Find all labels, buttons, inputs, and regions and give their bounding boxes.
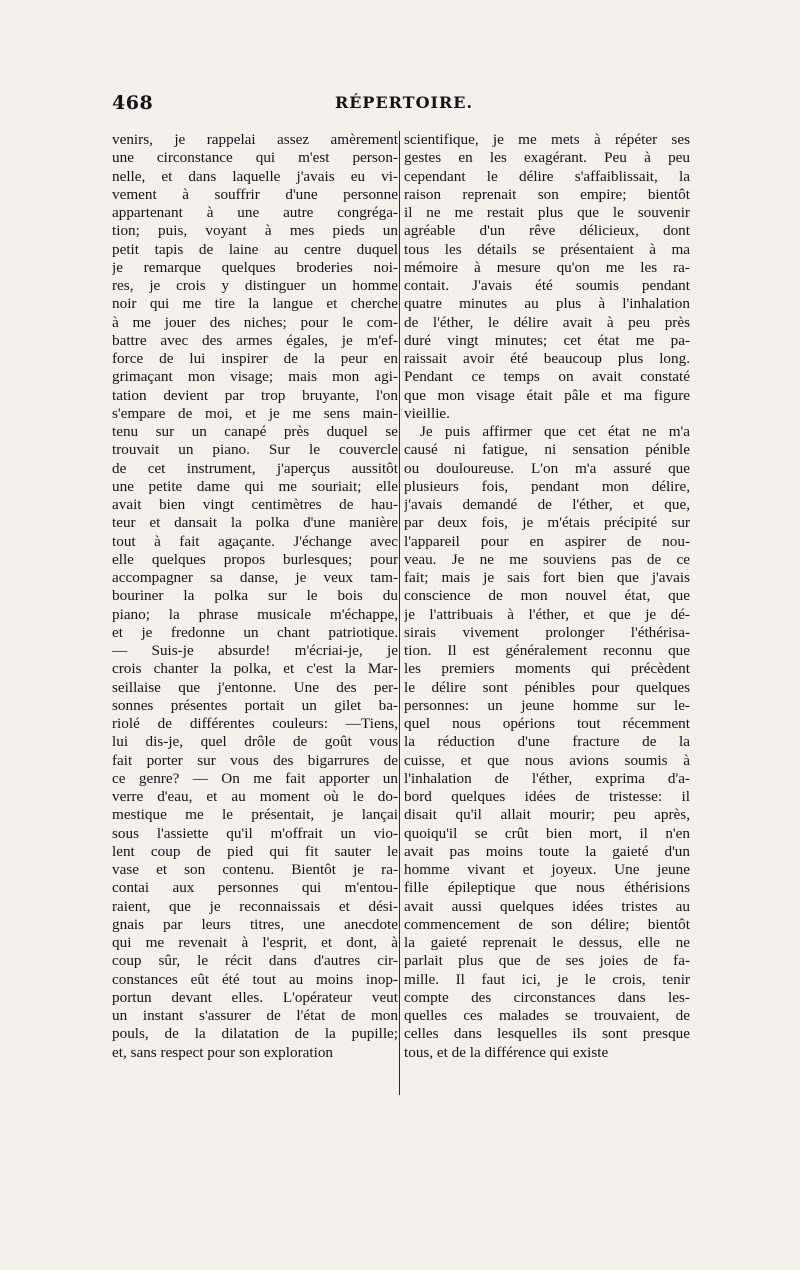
text-line: plusieurs fois, pendant mon délire, bbox=[404, 477, 690, 495]
text-line: raient, que je reconnaissais et dési- bbox=[112, 897, 398, 915]
column-divider bbox=[399, 131, 400, 1095]
text-line: tenu sur un canapé près duquel se bbox=[112, 423, 398, 440]
text-line: quel nous opérions tout récemment bbox=[404, 715, 690, 732]
text-line: par deux fois, je m'étais précipité sur bbox=[404, 514, 690, 532]
text-line: vieillie. bbox=[404, 404, 450, 422]
text-line: quatre minutes au plus à l'inhalation bbox=[404, 295, 690, 313]
text-line: disait qu'il allait mourir; peu après, bbox=[404, 806, 690, 824]
text-line: de l'éther, le délire avait à peu près bbox=[404, 313, 690, 331]
text-line: et, sans respect pour son exploration bbox=[112, 1043, 334, 1061]
text-line: ce genre? — On me fait apporter un bbox=[112, 769, 398, 787]
text-line: fait porter sur vous des bigarrures de bbox=[112, 751, 398, 769]
text-line: conscience de mon nouvel état, que bbox=[404, 587, 690, 605]
text-line: je l'attribuais à l'éther, et que je dé- bbox=[404, 605, 690, 623]
text-line: contait. J'avais été soumis pendant bbox=[404, 277, 690, 294]
text-line: noir qui me tire la langue et cherche bbox=[112, 295, 398, 313]
text-line: crois chanter la polka, et c'est la Mar- bbox=[112, 660, 398, 678]
text-line: de cet instrument, j'aperçus aussitôt bbox=[112, 459, 398, 477]
text-line: qui me revenait à l'esprit, et dont, à bbox=[112, 934, 398, 951]
text-line: avait pas moins toute la gaieté d'un bbox=[404, 842, 690, 860]
text-line: venirs, je rappelai assez amèrement bbox=[112, 131, 398, 148]
text-line: coup sûr, le récit dans d'autres cir- bbox=[112, 952, 398, 970]
text-line: bord quelques idées de tristesse: il bbox=[404, 788, 690, 805]
text-line: causé ni fatigue, ni sensation pénible bbox=[404, 441, 690, 459]
text-line: cependant le délire s'affaiblissait, la bbox=[404, 167, 690, 185]
text-line: sirais vivement prolonger l'éthérisa- bbox=[404, 623, 690, 641]
text-line: Je puis affirmer que cet état ne m'a bbox=[420, 423, 690, 440]
text-line: raison reprenait son empire; bientôt bbox=[404, 185, 690, 203]
text-line: fait; mais je sais fort bien que j'avais bbox=[404, 569, 690, 586]
text-line: une petite dame qui me souriait; elle bbox=[112, 477, 398, 495]
text-line: constances eût été tout au moins inop- bbox=[112, 970, 398, 988]
text-line: portun devant elles. L'opérateur veut bbox=[112, 988, 398, 1006]
text-line: agréable d'un rêve délicieux, dont bbox=[404, 222, 690, 240]
text-line: — Suis-je absurde! m'écriai-je, je bbox=[112, 642, 398, 659]
text-line: cuisse, et que nous avions soumis à bbox=[404, 751, 690, 769]
text-line: lui dis-je, quel drôle de goût vous bbox=[112, 733, 398, 751]
text-line: que mon visage était pâle et ma figure bbox=[404, 386, 690, 404]
running-title: RÉPERTOIRE. bbox=[334, 93, 474, 112]
text-line: nelle, et dans laquelle j'avais eu vi- bbox=[112, 167, 398, 185]
text-line: pouls, de la dilatation de la pupille; bbox=[112, 1025, 398, 1043]
text-line: trouvait un piano. Sur le couvercle bbox=[112, 441, 398, 459]
text-line: tous les détails se présentaient à ma bbox=[404, 240, 690, 258]
text-line: une circonstance qui m'est person- bbox=[112, 149, 398, 167]
text-line: à me jouer des niches; pour le com- bbox=[112, 313, 398, 331]
text-line: compte des circonstances dans les- bbox=[404, 988, 690, 1006]
text-line: force de lui inspirer de la peur en bbox=[112, 350, 398, 367]
text-line: vement à souffrir d'une personne bbox=[112, 185, 398, 203]
text-line: lent coup de pied qui fit sauter le bbox=[112, 842, 398, 860]
text-line: tation devient par trop bruyante, l'on bbox=[112, 386, 398, 404]
right-text-column bbox=[404, 131, 690, 1062]
text-line: battre avec des armes égales, je m'ef- bbox=[112, 331, 398, 349]
text-line: vase et son contenu. Bientôt je ra- bbox=[112, 861, 398, 878]
text-line: quoiqu'il se crût bien mort, il n'en bbox=[404, 824, 690, 842]
text-line: bouriner la polka sur le bois du bbox=[112, 587, 398, 605]
text-line: il ne me restait plus que le souvenir bbox=[404, 204, 690, 221]
text-line: personnes: un jeune homme sur le- bbox=[404, 696, 690, 714]
text-line: la réduction d'une fracture de la bbox=[404, 733, 690, 751]
text-line: gnais par leurs titres, une anecdote bbox=[112, 915, 398, 933]
text-line: accompagner sa danse, je veux tam- bbox=[112, 569, 398, 586]
text-line: verre d'eau, et au moment où le do- bbox=[112, 788, 398, 805]
text-line: duré vingt minutes; cet état me pa- bbox=[404, 331, 690, 349]
left-text-column bbox=[112, 131, 398, 1062]
page-number: 468 bbox=[112, 92, 154, 114]
text-line: tion; puis, voyant à mes pieds un bbox=[112, 222, 398, 240]
text-line: mémoire à mesure qu'on me les ra- bbox=[404, 258, 690, 276]
text-line: ou douloureuse. L'on m'a assuré que bbox=[404, 459, 690, 477]
text-line: tous, et de la différence qui existe bbox=[404, 1043, 609, 1061]
text-line: fille épileptique que nous éthérisions bbox=[404, 879, 690, 897]
text-line: contai aux personnes qui m'entou- bbox=[112, 879, 398, 897]
text-line: sous l'assiette qu'il m'offrait un vio- bbox=[112, 824, 398, 842]
text-line: et je fredonne un chant patriotique. bbox=[112, 623, 398, 641]
text-line: l'inhalation de l'éther, exprima d'a- bbox=[404, 769, 690, 787]
text-line: homme vivant et joyeux. Une jeune bbox=[404, 861, 690, 878]
text-line: appartenant à une autre congréga- bbox=[112, 204, 398, 221]
text-line: teur et dansait la polka d'une manière bbox=[112, 514, 398, 532]
text-line: mestique me le présentait, je lançai bbox=[112, 806, 398, 824]
text-line: Pendant ce temps on avait constaté bbox=[404, 368, 690, 386]
text-line: riolé de différentes couleurs: —Tiens, bbox=[112, 715, 398, 732]
text-line: tout à fait agaçante. J'échange avec bbox=[112, 532, 398, 550]
text-line: j'avais demandé de l'éther, et que, bbox=[404, 496, 690, 513]
text-line: res, je crois y distinguer un homme bbox=[112, 277, 398, 294]
text-line: piano; la phrase musicale m'échappe, bbox=[112, 605, 398, 623]
text-line: seillaise que j'entonne. Une des per- bbox=[112, 678, 398, 696]
text-line: commencement de son délire; bientôt bbox=[404, 915, 690, 933]
text-line: parlait plus que de ses joies de fa- bbox=[404, 952, 690, 970]
text-line: avait aussi quelques idées tristes au bbox=[404, 897, 690, 915]
text-line: quelles ces malades se trouvaient, de bbox=[404, 1007, 690, 1024]
text-line: sonnes présentes portait un gilet ba- bbox=[112, 696, 398, 714]
text-line: mille. Il faut ici, je le crois, tenir bbox=[404, 970, 690, 988]
text-line: veau. Je ne me souviens pas de ce bbox=[404, 550, 690, 568]
text-line: la gaieté reprenait le dessus, elle ne bbox=[404, 934, 690, 951]
text-line: un instant s'assurer de l'état de mon bbox=[112, 1007, 398, 1024]
text-line: raissait avoir été beaucoup plus long. bbox=[404, 350, 690, 367]
text-line: les premiers moments qui précèdent bbox=[404, 660, 690, 678]
text-line: l'appareil pour en aspirer de nou- bbox=[404, 532, 690, 550]
text-line: scientifique, je me mets à répéter ses bbox=[404, 131, 690, 148]
text-line: celles dans lesquelles ils sont presque bbox=[404, 1025, 690, 1043]
page-header bbox=[112, 92, 696, 116]
text-line: je remarque quelques broderies noi- bbox=[112, 258, 398, 276]
text-line: s'empare de moi, et je me sens main- bbox=[112, 404, 398, 422]
text-line: tion. Il est généralement reconnu que bbox=[404, 642, 690, 659]
text-line: petit tapis de laine au centre duquel bbox=[112, 240, 398, 258]
text-line: gestes en les exagérant. Peu à peu bbox=[404, 149, 690, 167]
text-line: avait bien vingt centimètres de hau- bbox=[112, 496, 398, 513]
text-line: le délire sont pénibles pour quelques bbox=[404, 678, 690, 696]
text-line: elle quelques propos burlesques; pour bbox=[112, 550, 398, 568]
text-line: grimaçant mon visage; mais mon agi- bbox=[112, 368, 398, 386]
